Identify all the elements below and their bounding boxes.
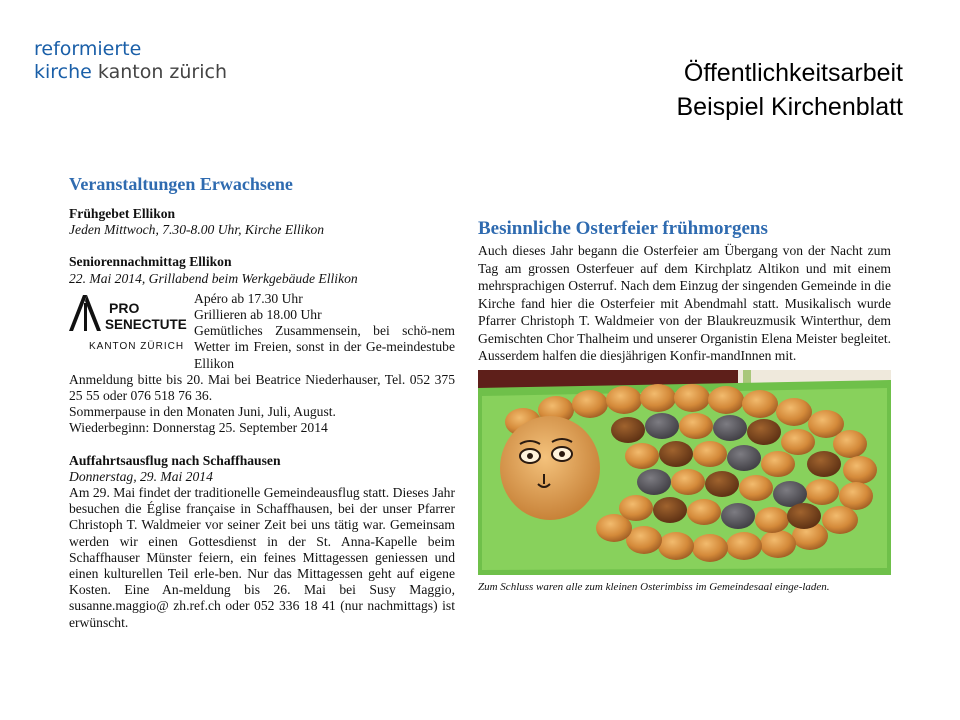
article-body: Auch dieses Jahr begann die Osterfeier am Übergang von der Nacht zum Tag am grossen Osterfeuer auf dem Kirchplatz Altikon und mit einem mehrsprachigen Osterruf. Nach dem Einzug der singenden Gemeinde in die Kirche fand hier die Osterfeier mit Abendmahl statt. Musikalisch wurde Pfarrer Christoph T. Waldmeier von der Blaukreuzmusik Winterthur, dem Gemischten Chor Thalheim und unserer Organistin Elena Meister begleitet. Ausserdem halfen die diesjährigen Konfir-mandInnen mit.: [478, 243, 891, 363]
event-date: Donnerstag, 29. Mai 2014: [69, 468, 213, 484]
photo-caption: Zum Schluss waren alle zum kleinen Osterimbiss im Gemeindesaal einge-laden.: [478, 580, 830, 593]
event-title: Auffahrtsausflug nach Schaffhausen: [69, 452, 281, 468]
grill-time: Grillieren ab 18.00 Uhr: [194, 307, 322, 323]
slide-title-line-2: Beispiel Kirchenblatt: [676, 93, 903, 121]
logo-word-kanton: kanton zürich: [91, 61, 228, 83]
article-heading: Besinnliche Osterfeier frühmorgens: [478, 218, 768, 239]
registration-text: Anmeldung bitte bis 20. Mai bei Beatrice Niederhauser, Tel. 052 375 25 55 oder 076 518 76 36.: [69, 371, 455, 404]
pro-senectute-mark-icon: [69, 293, 191, 351]
slide-title: [676, 56, 903, 124]
logo-line-2: [34, 61, 227, 84]
event-seniorennachmittag: [69, 254, 455, 436]
logo-line-1: reformierte: [34, 38, 142, 60]
event-title: Frühgebet Ellikon: [69, 206, 176, 221]
events-heading: Veranstaltungen Erwachsene: [69, 174, 293, 194]
easter-lamb-bread-photo: [478, 370, 891, 575]
church-logo: [34, 38, 227, 84]
easter-article: [478, 218, 891, 595]
events-column: [69, 174, 455, 647]
prosenectute-details: [192, 291, 455, 372]
prosenectute-row: [69, 291, 455, 372]
logo-text-pro: PRO: [109, 299, 140, 316]
apero-time: Apéro ab 17.30 Uhr: [194, 290, 303, 306]
summer-break-text: Sommerpause in den Monaten Juni, Juli, August.: [69, 404, 336, 420]
event-auffahrtsausflug: [69, 453, 455, 631]
event-fruehgebet: [69, 206, 455, 238]
event-date: 22. Mai 2014, Grillabend beim Werkgebäude Ellikon: [69, 270, 358, 286]
restart-date-text: Wiederbeginn: Donnerstag 25. September 2014: [69, 420, 328, 436]
event-date: Jeden Mittwoch, 7.30-8.00 Uhr, Kirche Ellikon: [69, 222, 325, 238]
event-title: Seniorennachmittag Ellikon: [69, 254, 232, 270]
logo-word-kirche: kirche: [34, 61, 92, 83]
newsletter-page: [60, 160, 910, 660]
logo-text-kanton: KANTON ZÜRICH: [89, 340, 185, 351]
event-description: Gemütliches Zusammensein, bei schö-nem Wetter im Freien, sonst in der Ge-meindestube Ellikon: [194, 323, 455, 371]
pro-senectute-logo: [69, 291, 192, 353]
logo-text-senectute: SENECTUTE: [105, 316, 187, 332]
slide-title-line-1: Öffentlichkeitsarbeit: [683, 59, 903, 87]
event-description: Am 29. Mai findet der traditionelle Gemeindeausflug statt. Dieses Jahr besuchen die Église française in Schaffhausen, bei der unser Pfarrer Christoph T. Waldmeier vor seiner Zeit bei uns tätig war. Gemeinsam werden wir einen Gottesdienst in der St. Anna-Kapelle beim Schaffhauser Münster feiern, ein feines Mittagessen geniessen und einen kulturellen Teil erle-ben. Nur das Mittagessen geht auf eigene Kosten. Eine An-meldung bis 26. Mai bei Susy Maggio, susanne.maggio@ zh.ref.ch oder 052 336 18 41 (nur nachmittags) ist erwünscht.: [69, 485, 455, 630]
